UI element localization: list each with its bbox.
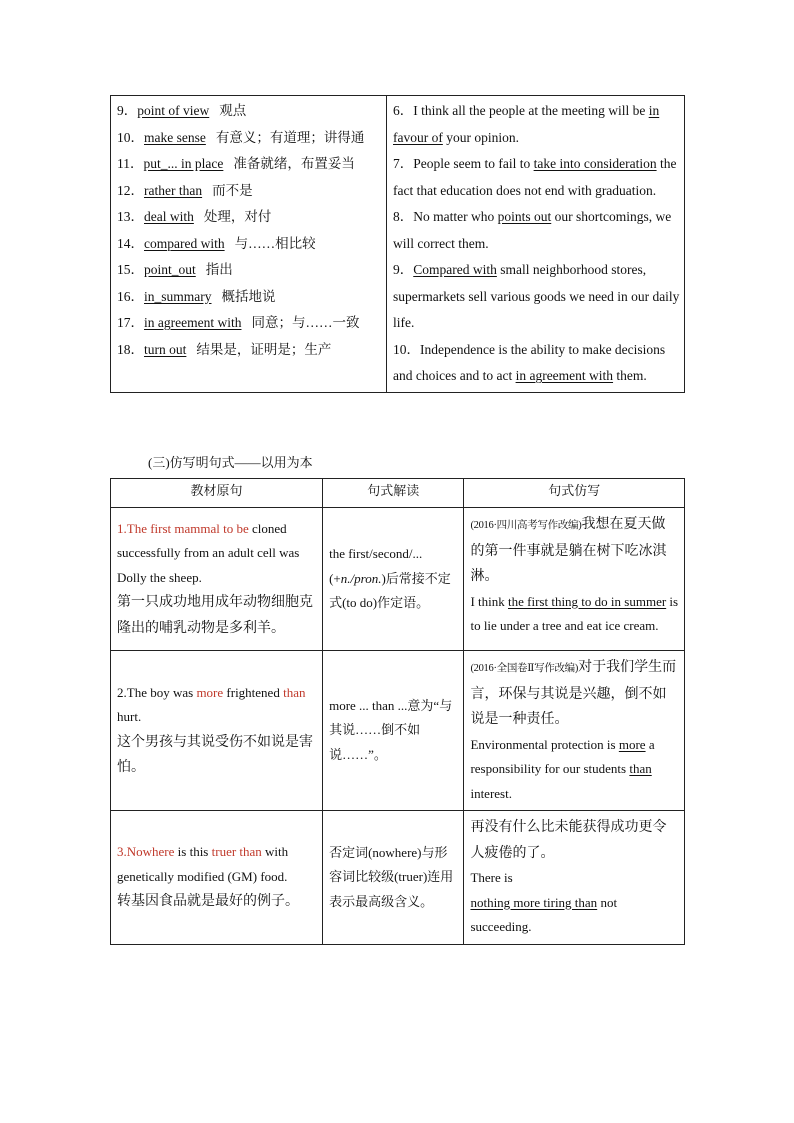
original-sentence-cell: 3.Nowhere is this truer than with genetically modified (GM) food. 转基因食品就是最好的例子。 [111,811,323,945]
table-header-row [111,479,685,508]
list-item: 18．turn out 结果是，证明是；生产 [117,341,332,357]
list-item: 12．rather than 而不是 [117,182,253,198]
list-item: 9．point of view 观点 [117,103,247,118]
list-item: 9．Compared with small neighborhood stores, supermarkets sell various goods we need in our daily life. [393,262,680,330]
list-item: 14．compared with 与……相比较 [117,235,316,251]
column-header: 教材原句 [111,479,323,508]
list-item: 11．put_... in place 准备就绪，布置妥当 [117,156,355,171]
pattern-explanation-cell: more ... than ...意为“与其说……倒不如说……”。 [323,651,464,811]
list-item: 16．in_summary 概括地说 [117,288,276,304]
vocab-table [110,95,685,393]
sentence-completion-cell [387,96,685,393]
table-row [111,811,685,945]
column-header: 句式解读 [323,479,464,508]
pattern-explanation-cell: the first/second/... (+n./pron.)后常接不定式(to do)作定语。 [323,508,464,651]
original-sentence-cell: 2.The boy was more frightened than hurt. 这个男孩与其说受伤不如说是害怕。 [111,651,323,811]
section-title: (三)仿写明句式——以用为本 [148,455,313,470]
list-item: 13．deal with 处理，对付 [117,209,272,224]
list-item: 17．in agreement with 同意；与……一致 [117,315,360,330]
pattern-explanation-cell: 否定词(nowhere)与形容词比较级(truer)连用表示最高级含义。 [323,811,464,945]
imitation-cell: (2016·四川高考写作改编)我想在夏天做的第一件事就是躺在树下吃冰淇淋。 I think the first thing to do in summer is to lie under a tree and eat ice cream. [464,508,685,651]
list-item: 8．No matter who points out our shortcomings, we will correct them. [393,209,672,251]
list-item: 15．point_out 指出 [117,262,233,277]
imitation-cell: 再没有什么比未能获得成功更令人疲倦的了。 There is nothing more tiring than not succeeding. [464,811,685,945]
list-item: 6．I think all the people at the meeting will be in favour of your opinion. [393,103,660,145]
phrase-list-cell [111,96,387,393]
table-row [111,508,685,651]
list-item: 7．People seem to fail to take into consideration the fact that education does not end with graduation. [393,156,677,198]
column-header: 句式仿写 [464,479,685,508]
original-sentence-cell: 1.The first mammal to be cloned successfully from an adult cell was Dolly the sheep. 第一只成功地用成年动物细胞克隆出的哺乳动物是多利羊。 [111,508,323,651]
imitation-cell: (2016·全国卷Ⅱ写作改编)对于我们学生而言，环保与其说是兴趣，倒不如说是一种责任。 Environmental protection is more a responsibility for our students than interest. [464,651,685,811]
list-item: 10．Independence is the ability to make decisions and choices and to act in agreement with them. [393,341,666,383]
table-row [111,651,685,811]
sentence-pattern-table [110,478,685,945]
list-item: 10．make sense 有意义；有道理；讲得通 [117,129,365,145]
